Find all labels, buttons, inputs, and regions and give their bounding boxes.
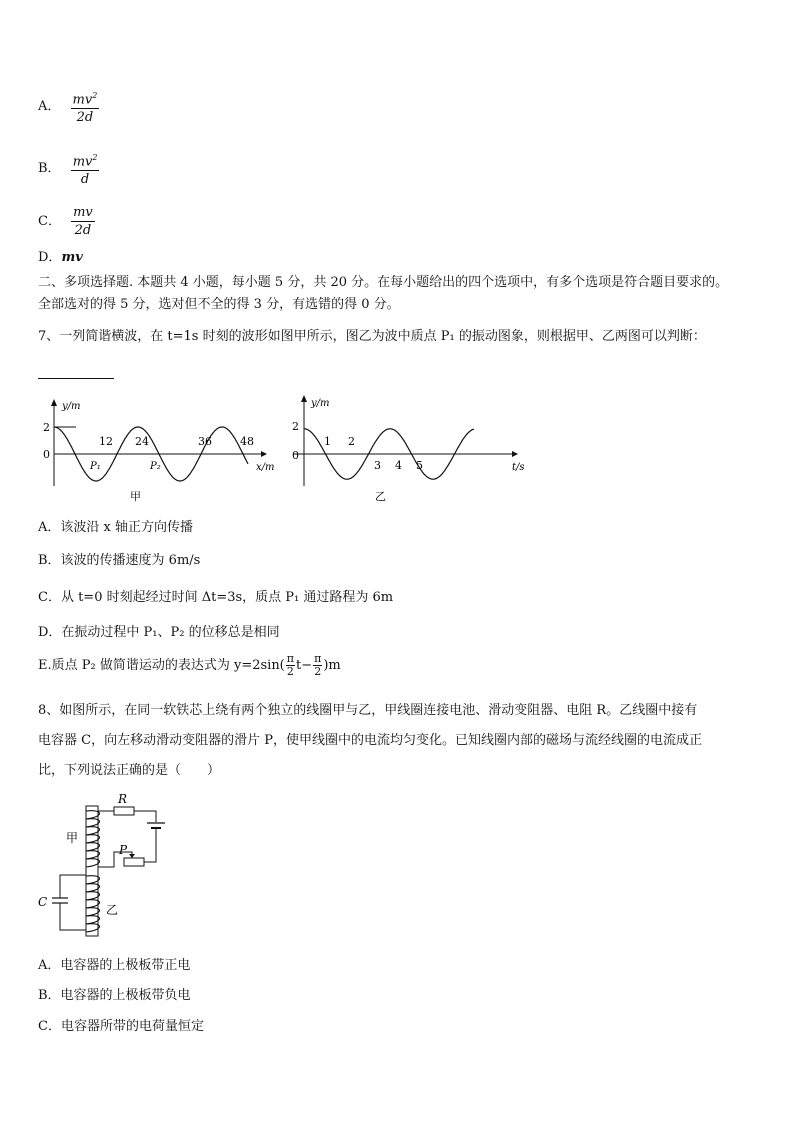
wire <box>144 828 156 862</box>
q6-option-c: C． $\frac{mv}{2d}$ <box>38 205 93 238</box>
label-P: P <box>119 843 128 857</box>
q6-option-d: D．mv <box>38 250 83 265</box>
fraction: $\frac{mv^2}{d}$ <box>71 150 100 187</box>
y-arrow <box>51 399 57 406</box>
y-label: y/m <box>311 398 330 409</box>
q7-option-e: E.质点 P₂ 做简谐运动的表达式为 y=2sin( $\frac{\pi}{2}$ t− $\frac{\pi}{2}$ )m <box>38 652 341 678</box>
q6-option-b: B． $\frac{mv^2}{d}$ <box>38 150 99 187</box>
figure-caption: 乙 <box>375 490 386 503</box>
q8-option-b: B．电容器的上极板带负电 <box>38 988 191 1003</box>
label-jia: 甲 <box>66 831 79 845</box>
fraction: $\frac{mv}{2d}$ <box>73 205 93 238</box>
x-tick-label: 24 <box>135 435 149 448</box>
x-tick-label: 48 <box>240 435 254 448</box>
divider-line <box>38 378 114 379</box>
q7-option-b: B．该波的传播速度为 6m/s <box>38 553 201 568</box>
t-arrow <box>512 451 518 457</box>
fraction: $\frac{\pi}{2}$ <box>286 652 294 678</box>
wire <box>60 875 86 898</box>
origin-label: 0 <box>292 449 299 462</box>
q8-option-a: A．电容器的上极板带正电 <box>38 958 191 973</box>
slider-P-arrow <box>129 854 135 858</box>
section-heading: 二、多项选择题. 本题共 4 小题，每小题 5 分，共 20 分。在每小题给出的四个选项中，有多个选项是符合题目要求的。 全部选对的得 5 分，选对但不全的得 3 分，有选错的得 0 分。 <box>38 275 729 312</box>
t-tick-label: 3 <box>374 459 381 472</box>
q8-stem: 8、如图所示，在同一软铁芯上绕有两个独立的线圈甲与乙，甲线圈连接电池、滑动变阻器、电阻 R。乙线圈中接有 电容器 C，向左移动滑动变阻器的滑片 P，使甲线圈中的电流均匀变化。已知线圈内部的磁场与流经线圈的电流成正 比，下列说法正确的是（ ） <box>38 703 702 778</box>
q7-option-d: D．在振动过程中 P₁、P₂ 的位移总是相同 <box>38 625 280 640</box>
y-label: y/m <box>62 401 81 412</box>
origin-label: 0 <box>43 448 50 461</box>
t-label: t/s <box>512 462 525 473</box>
figure-yi-vibration <box>284 392 534 506</box>
q7-stem: 7、一列简谐横波，在 t=1s 时刻的波形如图甲所示，图乙为波中质点 P₁ 的振动图象，则根据甲、乙两图可以判断： <box>38 329 706 344</box>
fraction: $\frac{mv^2}{2d}$ <box>71 88 100 125</box>
fraction: $\frac{\pi}{2}$ <box>314 652 322 678</box>
y-arrow <box>301 395 307 402</box>
t-tick-label: 4 <box>395 459 402 472</box>
y-tick-label: 2 <box>43 421 50 434</box>
x-label: x/m <box>256 462 275 473</box>
t-tick-label: 1 <box>324 435 331 448</box>
t-tick-label: 5 <box>416 459 423 472</box>
q8-circuit-figure <box>36 790 176 942</box>
q7-option-c: C．从 t=0 时刻起经过时间 Δt=3s，质点 P₁ 通过路程为 6m <box>38 590 394 605</box>
wire <box>60 903 86 930</box>
rheostat <box>124 858 144 866</box>
figure-jia-wave <box>36 396 286 506</box>
y-tick-label: 2 <box>292 420 299 433</box>
figure-caption: 甲 <box>130 490 141 503</box>
x-arrow <box>261 451 267 457</box>
label-C: C <box>38 895 48 909</box>
wire <box>134 811 156 822</box>
x-tick-label: 12 <box>99 435 113 448</box>
point-label-p2: P₂ <box>150 461 161 472</box>
q8-option-c: C．电容器所带的电荷量恒定 <box>38 1019 204 1034</box>
resistor-R <box>114 807 134 815</box>
x-tick-label: 36 <box>198 435 212 448</box>
point-label-p1: P₁ <box>90 461 101 472</box>
label-R: R <box>118 792 128 806</box>
q6-option-a: A． $\frac{mv^2}{2d}$ <box>38 88 99 125</box>
label-yi: 乙 <box>106 903 119 917</box>
t-tick-label: 2 <box>348 435 355 448</box>
q7-option-a: A．该波沿 x 轴正方向传播 <box>38 520 193 535</box>
